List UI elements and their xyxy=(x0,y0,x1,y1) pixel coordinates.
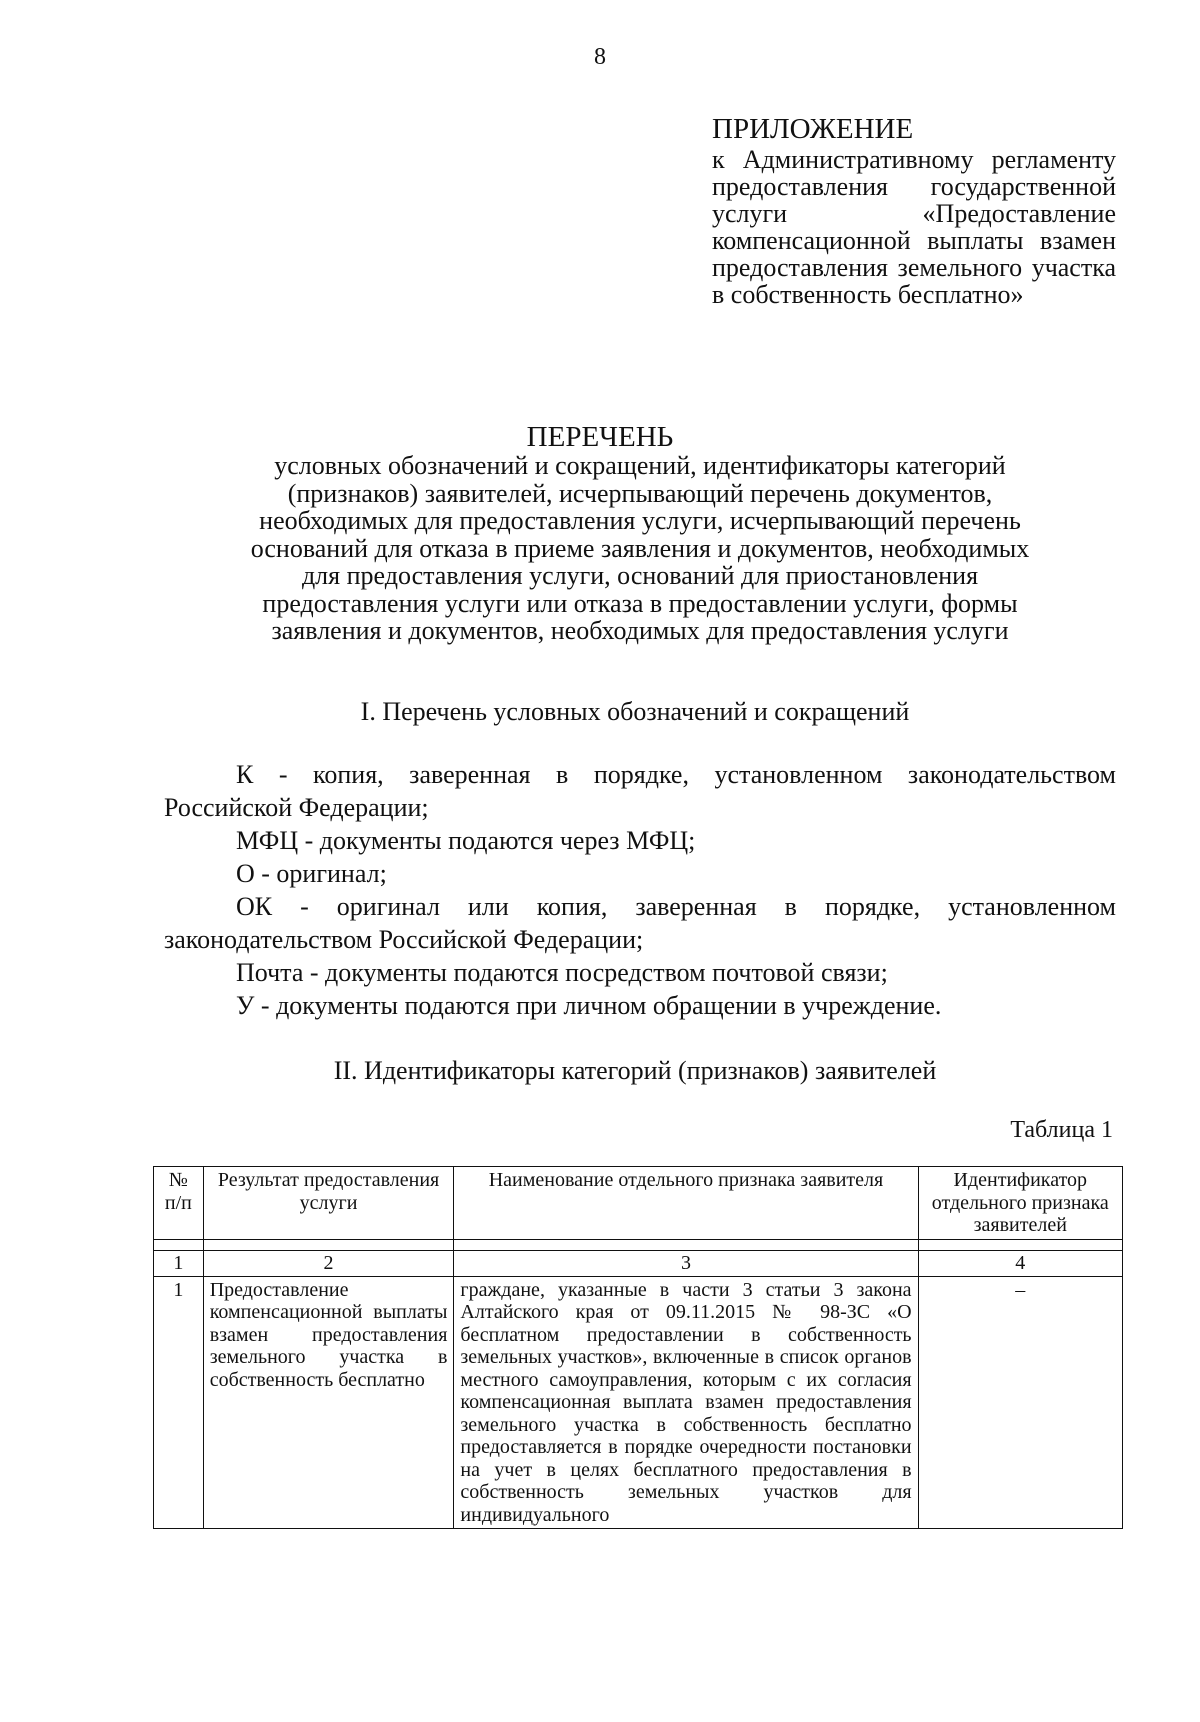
appendix-text: к Административному регламенту предоставления государственной услуги «Предоставление компенсационной выплаты взамен предоставления земельного участка в собственность бесплатно» xyxy=(712,145,1116,309)
abbreviation-list xyxy=(164,758,1116,1022)
section-2-title: II. Идентификаторы категорий (признаков) заявителей xyxy=(333,1056,937,1085)
table-row xyxy=(154,1276,1123,1529)
header-cell-result: Результат предоставления услуги xyxy=(203,1167,454,1240)
abbreviation-item-o: О - оригинал; xyxy=(236,859,387,888)
header-cell-feature: Наименование отдельного признака заявителя xyxy=(454,1167,918,1240)
appendix-block xyxy=(712,112,1116,308)
column-number: 2 xyxy=(203,1250,454,1276)
applicant-categories-table xyxy=(153,1166,1123,1529)
abbreviation-item-u: У - документы подаются при личном обращении в учреждение. xyxy=(236,991,942,1020)
column-number: 1 xyxy=(154,1250,204,1276)
header-cell-number: № п/п xyxy=(154,1167,204,1240)
column-number-row xyxy=(154,1250,1123,1276)
list-heading: ПЕРЕЧЕНЬ xyxy=(526,421,674,453)
page-number: 8 xyxy=(594,44,606,70)
table-caption: Таблица 1 xyxy=(1010,1117,1113,1143)
column-number: 4 xyxy=(918,1250,1122,1276)
table-gap-row xyxy=(154,1239,1123,1250)
list-subtitle: условных обозначений и сокращений, идентификаторы категорий (признаков) заявителей, исчерпывающий перечень документов, необходимых для предоставления услуги, исчерпывающий перечень оснований для отказа в приеме заявления и документов, необходимых для предоставления услуги, оснований для приостановления предоставления услуги или отказа в предоставлении услуги, формы заявления и документов, необходимых для предоставления услуги xyxy=(250,451,1030,645)
row-result-cell: Предоставление компенсационной выплаты взамен предоставления земельного участка в собственность бесплатно xyxy=(203,1276,454,1529)
abbreviation-item-ok: ОК - оригинал или копия, заверенная в порядке, установленном законодательством Российской Федерации; xyxy=(164,892,1116,954)
abbreviation-item-k: К - копия, заверенная в порядке, установленном законодательством Российской Федерации; xyxy=(164,760,1116,822)
table-header-row xyxy=(154,1167,1123,1240)
section-1-title: I. Перечень условных обозначений и сокращений xyxy=(360,697,910,726)
column-number: 3 xyxy=(454,1250,918,1276)
row-number-cell: 1 xyxy=(154,1276,204,1529)
row-feature-cell: граждане, указанные в части 3 статьи 3 закона Алтайского края от 09.11.2015 № 98-ЗС «О бесплатном предоставлении в собственность земельных участков», включенные в список органов местного самоуправления, которым с их согласия компенсационная выплата взамен предоставления земельного участка в собственность бесплатно предоставляется в порядке очередности постановки на учет в целях бесплатного предоставления в собственность земельных участков для индивидуального xyxy=(454,1276,918,1529)
header-cell-identifier: Идентификатор отдельного признака заявителей xyxy=(918,1167,1122,1240)
row-identifier-cell: – xyxy=(918,1276,1122,1529)
appendix-title: ПРИЛОЖЕНИЕ xyxy=(712,113,914,145)
abbreviation-item-post: Почта - документы подаются посредством почтовой связи; xyxy=(236,958,888,987)
abbreviation-item-mfc: МФЦ - документы подаются через МФЦ; xyxy=(236,826,696,855)
